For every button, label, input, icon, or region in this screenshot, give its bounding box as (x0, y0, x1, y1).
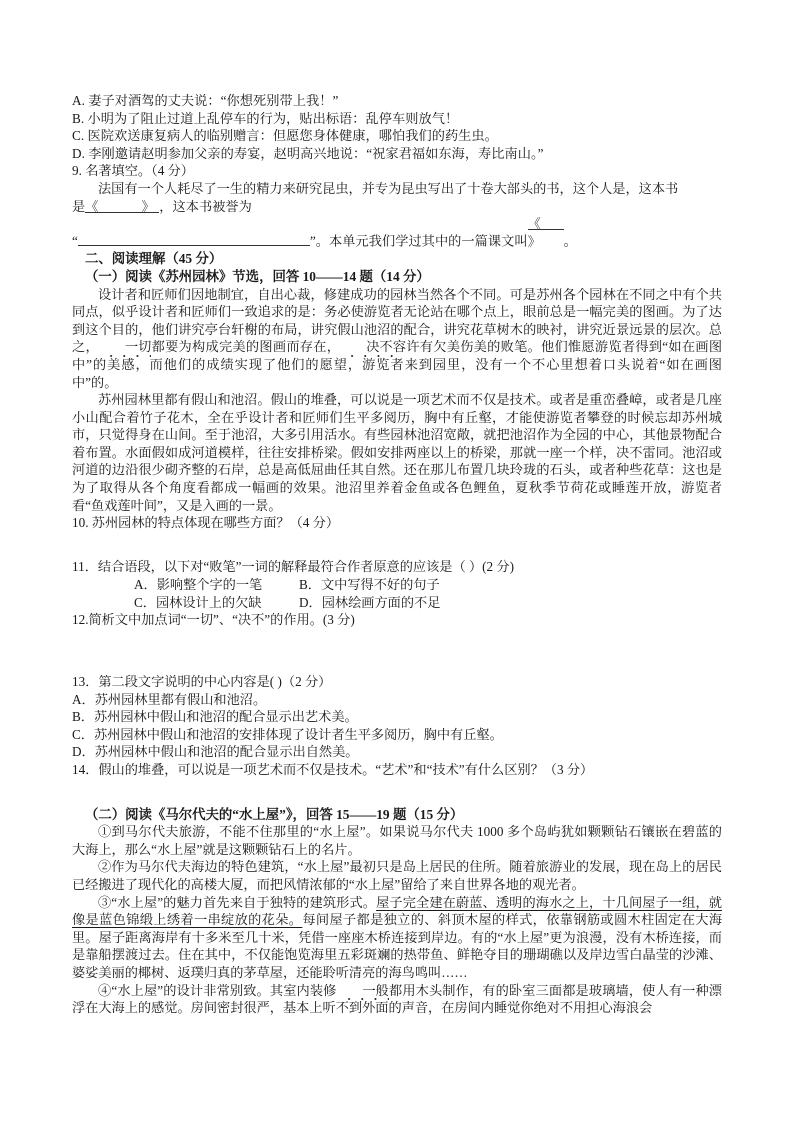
q9-quote-open: “ (72, 233, 78, 249)
q9-period: 。 (563, 233, 577, 249)
q9-bracket-close: 》 (141, 198, 154, 214)
spacer-before-part-2 (72, 779, 722, 806)
question-14: 14．假山的堆叠，可以说是一项艺术而不仅是技术。“艺术”和“技术”有什么区别？（3 分） (72, 761, 594, 777)
passage-2-paragraph-4 (72, 982, 722, 1017)
passage-2-paragraph-1: ①到马尔代夫旅游，不能不住那里的“水上屋”。如果说马尔代夫 1000 多个岛屿犹如颗颗钻石镶嵌在碧蓝的大海上，那么“水上屋”就是这颗颗钻石上的名片。 (72, 824, 722, 857)
p4-run-b: 都用木头制作，有的卧室三面都是玻璃墙，使人有一种漂浮在大海上的感觉。房间密封很严，基本上听不到外面的声音，在房间内睡觉你绝对不用担心海浪会 (72, 982, 722, 1016)
spacer-before-q11 (72, 549, 722, 558)
q8-option-b: B. 小明为了阻止过道上乱停车的行为，贴出标语：乱停车则放气！ (72, 110, 459, 126)
q9-blank-lesson[interactable] (527, 215, 564, 249)
q11-option-d[interactable]: D．园林绘画方面的不足 (299, 594, 441, 610)
question-11: 11．结合语段，以下对“败笔”一词的解释最符合作者原意的应该是（ ）(2 分) (72, 559, 514, 575)
p1-run-a: 设计者和匠师们因地制宜，自出心裁，修建成功的园林当然各个不同。可是苏州各个园林在不同之中有个共同点，似乎设计者和匠师们一致追求的是：务必使游览者无论站在哪个点上，眼前总是一幅完美的图画。为了达到这个目的，他们讲究亭台轩榭的布局，讲究假山池沼的配合，讲究花草树木的映衬，讲究近景远景的层次。总之， (72, 286, 722, 355)
question-13-option-b[interactable]: B．苏州园林中假山和池沼的配合显示出艺术美。 (72, 709, 358, 725)
q8-option-d: D. 李刚邀请赵明参加父亲的寿宴，赵明高兴地说：“祝家君福如东海，寿比南山。” (72, 145, 544, 161)
question-13: 13．第二段文字说明的中心内容是( )（2 分） (72, 674, 332, 689)
question-9-blank-line-1 (72, 198, 722, 216)
page-content (72, 92, 722, 1017)
q9-prefix-2: 是 (72, 198, 86, 214)
passage-2-paragraph-3 (72, 894, 722, 982)
p3-run-b: 每间屋子都是独立的、斜顶木屋的样式，依靠钢筋或圆木柱固定在大海里。屋子距离海岸有十多米至几十米，凭借一座座木桥连接到岸边。有的“水上屋”更为浪漫，没有木桥连接，而是靠船摆渡过去。住在其中，不仅能饱览海里五彩斑斓的热带鱼、鲜艳夺目的珊瑚礁以及岸边雪白晶莹的沙滩、婆娑美丽的椰树、返璞归真的茅草屋，还能聆听清亮的海鸟鸣叫…… (72, 912, 723, 980)
passage-2-paragraph-2: ②作为马尔代夫海边的特色建筑，“水上屋”最初只是岛上居民的住所。随着旅游业的发展，现在岛上的居民已经搬进了现代化的高楼大厦，而把风情浓郁的“水上屋”留给了来自世界各地的观光者。 (72, 859, 722, 892)
question-12: 12.简析文中加点词“一切”、“决不”的作用。(3 分) (72, 612, 355, 628)
answer-space-q12-a (72, 629, 722, 647)
passage-1-paragraph-2: 苏州园林里都有假山和池沼。假山的堆叠，可以说是一项艺术而不仅是技术。或者是重峦叠嶂，或者是几座小山配合着竹子花木，全在乎设计者和匠师们生平多阅历，胸中有丘壑，才能使游览者攀登的时候忘却苏州城市，只觉得身在山间。至于池沼，大多引用活水。有些园林池沼宽敞，就把池沼作为全园的中心，其他景物配合着布置。水面假如成河道模样，往往安排桥梁。假如安排两座以上的桥梁，那就一座一个样，决不雷同。池沼或河道的边沿很少砌齐整的石岸，总是高低屈曲任其自然。还在那儿布置几块玲珑的石头，或者种些花草：这也是为了取得从各个角度看都成一幅画的效果。池沼里养着金鱼或各色鲤鱼，夏秋季节荷花或睡莲开放，游览者看“鱼戏莲叶间”，又是入画的一景。 (72, 392, 722, 513)
q9-text-1: 法国有一个人耗尽了一生的精力来研究昆虫，并专为昆虫写出了十卷大部头的书，这个人是，这本书 (98, 180, 679, 196)
p3-run-a: ③“水上屋”的魅力首先来自于独特的建筑形式。 (98, 894, 377, 910)
question-9-blank-line-2 (72, 215, 722, 250)
question-11-options-row-2 (72, 594, 722, 612)
answer-space-q12-b (72, 646, 722, 664)
q8-option-c: C. 医院欢送康复病人的临别赠言：但愿您身体健康，哪怕我们的药生虫。 (72, 128, 498, 144)
q9-suffix-2: ，这本书被誉为 (159, 198, 252, 214)
question-11-options-row-1 (72, 576, 722, 594)
q9-blank-praise[interactable] (78, 231, 310, 246)
p3-underlined-sentence: 屋子完全建在蔚蓝、透明的海水之上，十几间屋子一组，就像是蓝色锦缎上绣着一串绽放的花朵。 (72, 894, 722, 928)
reading-part-2-heading: （二）阅读《马尔代夫的“水上屋”》，回答 15——19 题（15 分） (85, 806, 464, 822)
q9-bracket-close-2: 》 (527, 233, 540, 249)
section-2-heading: 二、阅读理解（45 分） (85, 251, 223, 267)
q9-blank-book-title[interactable] (85, 198, 159, 213)
answer-space-q10 (72, 532, 722, 550)
q8-option-a: A. 妻子对酒驾的丈夫说：“你想死别带上我！” (72, 93, 339, 108)
p4-emphasis-yiban: 一般 (337, 982, 389, 1000)
p1-run-c: 容许有欠美伤美的败笔。他们惟愿游览者得到“如在画图中”的美感，而他们的成绩实现了他们的愿望，游览者来到园里，没有一个不心里想着口头说着“如在画图中”的。 (72, 339, 723, 390)
q9-suffix-3: ”。本单元我们学过其中的一篇课文叫 (309, 233, 528, 249)
question-13-option-c[interactable]: C．苏州园林中假山和池沼的安排体现了设计者生平多阅历，胸中有丘壑。 (72, 726, 503, 742)
question-9-body (72, 180, 722, 198)
reading-part-1-heading: （一）阅读《苏州园林》节选，回答 10——14 题（14 分） (85, 268, 430, 284)
q9-bracket-open-2: 《 (527, 216, 550, 232)
question-13-option-d[interactable]: D．苏州园林中假山和池沼的配合显示出自然美。 (72, 744, 359, 760)
p1-run-b: 都要为构成完美的图画而存在， (151, 339, 341, 355)
p4-run-a: ④“水上屋”的设计非常别致。其室内装修 (98, 982, 337, 998)
q11-option-b[interactable]: B．文中写得不好的句子 (299, 577, 440, 593)
q11-option-c[interactable]: C．园林设计上的欠缺 (134, 594, 262, 610)
question-10: 10. 苏州园林的特点体现在哪些方面？（4 分） (72, 515, 340, 531)
p1-emphasis-juebu: 决不 (340, 338, 392, 356)
passage-1-paragraph-1 (72, 286, 722, 392)
question-13-option-a[interactable]: A．苏州园林里都有假山和池沼。 (72, 691, 267, 707)
q11-option-a[interactable]: A．影响整个字的一笔 (134, 577, 263, 593)
q9-bracket-open: 《 (85, 198, 98, 214)
spacer-before-q13 (72, 664, 722, 673)
p1-emphasis-yiqie: 一切 (99, 338, 151, 356)
question-9-stem: 9. 名著填空。（4 分） (72, 163, 194, 179)
